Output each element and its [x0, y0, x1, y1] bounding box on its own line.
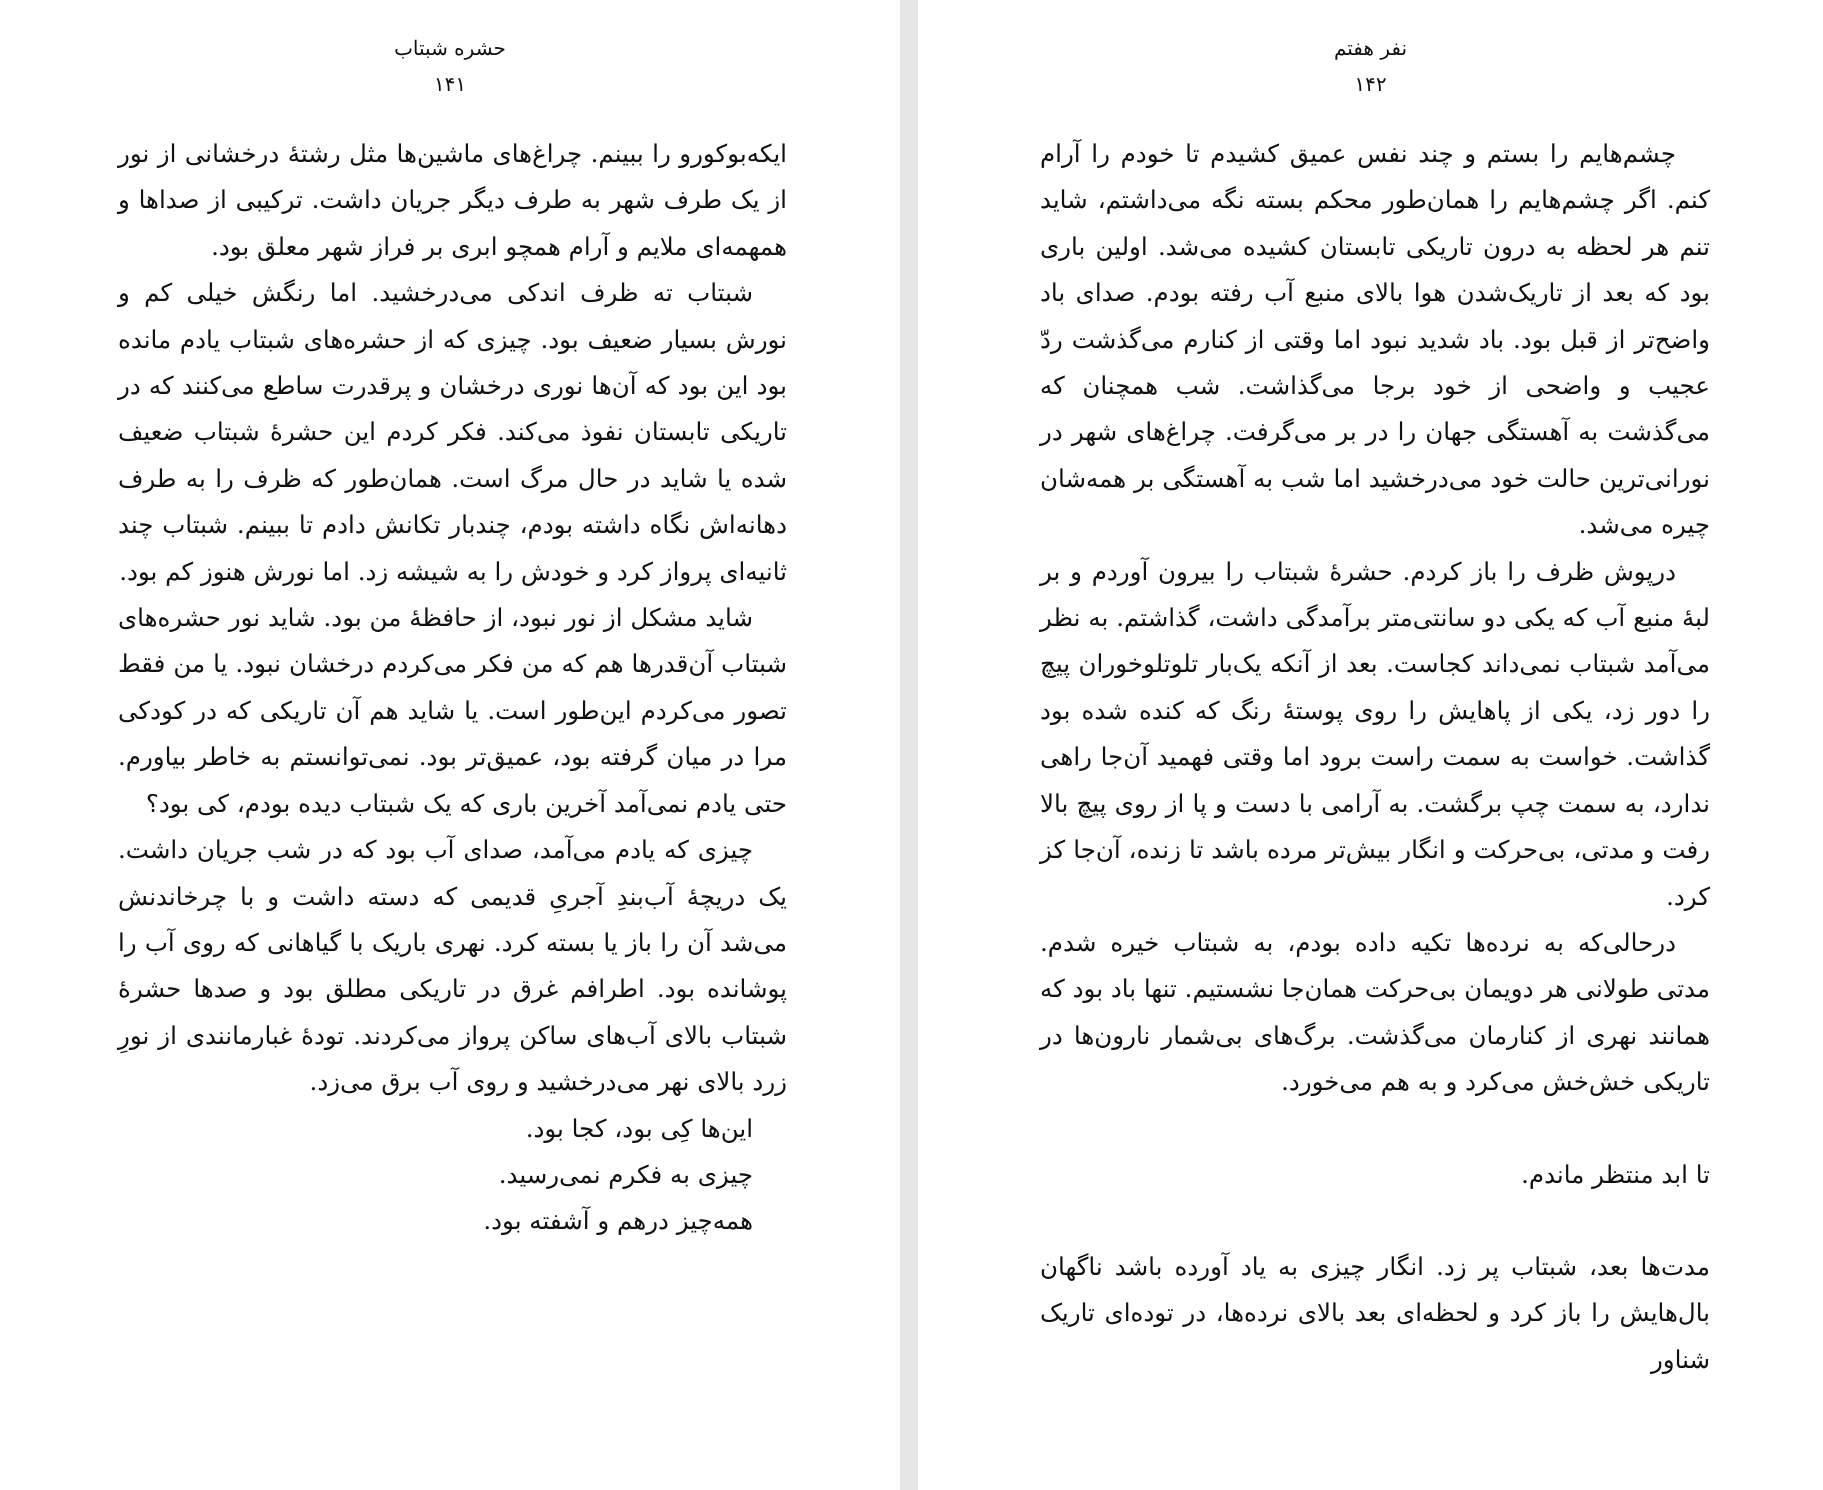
page-number: ۱۴۱ [433, 72, 467, 96]
paragraph: ایکه‌بوکورو را ببینم. چراغ‌های ماشین‌ها مثل رشتهٔ درخشانی از نور از یک طرف شهر به طرف دیگر جریان داشت. ترکیبی از صداها و همهمه‌ای ملایم و آرام همچو ابری بر فراز شهر معلق بود. [118, 139, 787, 261]
body-text [118, 131, 787, 1245]
running-title: نفر هفتم [1333, 36, 1408, 60]
right-page [918, 0, 1823, 1490]
running-title: حشره شبتاب [394, 36, 506, 60]
running-head [0, 30, 900, 102]
poem-line: این‌ها کِی بود، کجا بود. [525, 1113, 753, 1143]
paragraph: شاید مشکل از نور نبود، از حافظهٔ من بود. شاید نور حشره‌های شبتاب آن‌قدرها هم که من فکر می‌کردم درخشان نبود. یا من فقط تصور می‌کردم این‌طور است. یا شاید هم آن تاریکی که در کودکی مرا در میان گرفته بود، عمیق‌تر بود. نمی‌توانستم به خاطر بیاورم. حتی یادم نمی‌آمد آخرین باری که یک شبتاب دیده بودم، کی بود؟ [118, 603, 787, 818]
poem-line: چیزی به فکرم نمی‌رسید. [498, 1159, 753, 1189]
left-page [0, 0, 900, 1490]
body-text [1040, 131, 1710, 1383]
running-head [918, 30, 1823, 102]
paragraph: درپوش ظرف را باز کردم. حشرهٔ شبتاب را بیرون آوردم و بر لبهٔ منبع آب که یکی دو سانتی‌متر برآمدگی داشت، گذاشتم. به نظر می‌آمد شبتاب نمی‌داند کجاست. بعد از آنکه یک‌بار تلوتلوخوران پیچ را دور زد، یکی از پاهایش را روی پوستهٔ رنگ که کنده شده بود گذاشت. خواست به سمت راست برود اما وقتی فهمید آن‌جا راهی ندارد، به سمت چپ برگشت. به آرامی با دست و پا از روی پیچ بالا رفت و مدتی، بی‌حرکت و انگار بیش‌تر مرده باشد تا زنده، آن‌جا کز کرد. [1040, 556, 1710, 911]
paragraph: مدت‌ها بعد، شبتاب پر زد. انگار چیزی به یاد آورده باشد ناگهان بال‌هایش را باز کرد و لحظه‌ای بعد بالای نرده‌ها، در توده‌ای تاریک شناور [1040, 1251, 1710, 1374]
paragraph: چشم‌هایم را بستم و چند نفس عمیق کشیدم تا خودم را آرام کنم. اگر چشم‌هایم را همان‌طور محکم بسته نگه می‌داشتم، شاید تنم هر لحظه به درون تاریکی تابستان کشیده می‌شد. اولین باری بود که بعد از تاریک‌شدن هوا بالای منبع آب رفته بودم. صدای باد واضح‌تر از قبل بود. باد شدید نبود اما وقتی از کنارم می‌گذشت ردّ عجیب و واضحی از خود برجا می‌گذاشت. شب همچنان که می‌گذشت به آهستگی جهان را در بر می‌گرفت. چراغ‌های شهر در نورانی‌ترین حالت خود می‌درخشید اما شب به آهستگی بر همه‌شان چیره می‌شد. [1040, 139, 1710, 540]
standalone-line: تا ابد منتظر ماندم. [1521, 1159, 1710, 1189]
paragraph: شبتاب ته ظرف اندکی می‌درخشید. اما رنگش خیلی کم و نورش بسیار ضعیف بود. چیزی که از حشره‌های شبتاب یادم مانده بود این بود که آن‌ها نوری درخشان و پرقدرت ساطع می‌کنند که در تاریکی تابستان نفوذ می‌کند. فکر کردم این حشرهٔ شبتاب ضعیف شده یا شاید در حال مرگ است. همان‌طور که ظرف را به طرف دهانه‌اش نگاه داشته بودم، چندبار تکانش دادم تا ببینم. شبتاب چند ثانیه‌ای پرواز کرد و خودش را به شیشه زد. اما نورش هنوز کم بود. [118, 278, 787, 586]
paragraph: درحالی‌که به نرده‌ها تکیه داده بودم، به شبتاب خیره شدم. مدتی طولانی هر دویمان بی‌حرکت همان‌جا نشستیم. تنها باد بود که همانند نهری از کنارمان می‌گذشت. برگ‌های بی‌شمار نارون‌ها در تاریکی خش‌خش می‌کرد و به هم می‌خورد. [1040, 927, 1710, 1097]
page-number: ۱۴۲ [1354, 72, 1387, 96]
poem-line: همه‌چیز درهم و آشفته بود. [483, 1206, 753, 1236]
paragraph: چیزی که یادم می‌آمد، صدای آب بود که در شب جریان داشت. یک دریچهٔ آب‌بندِ آجریِ قدیمی که دسته داشت و با چرخاندنش می‌شد آن را باز یا بسته کرد. نهری باریک با گیاهانی که روی آب را پوشانده بود. اطرافم غرق در تاریکی مطلق بود و صدها حشرهٔ شبتاب بالای آب‌های ساکن پرواز می‌کردند. تودهٔ غبارمانندی از نورِ زرد بالای نهر می‌درخشید و روی آب برق می‌زد. [118, 835, 787, 1097]
